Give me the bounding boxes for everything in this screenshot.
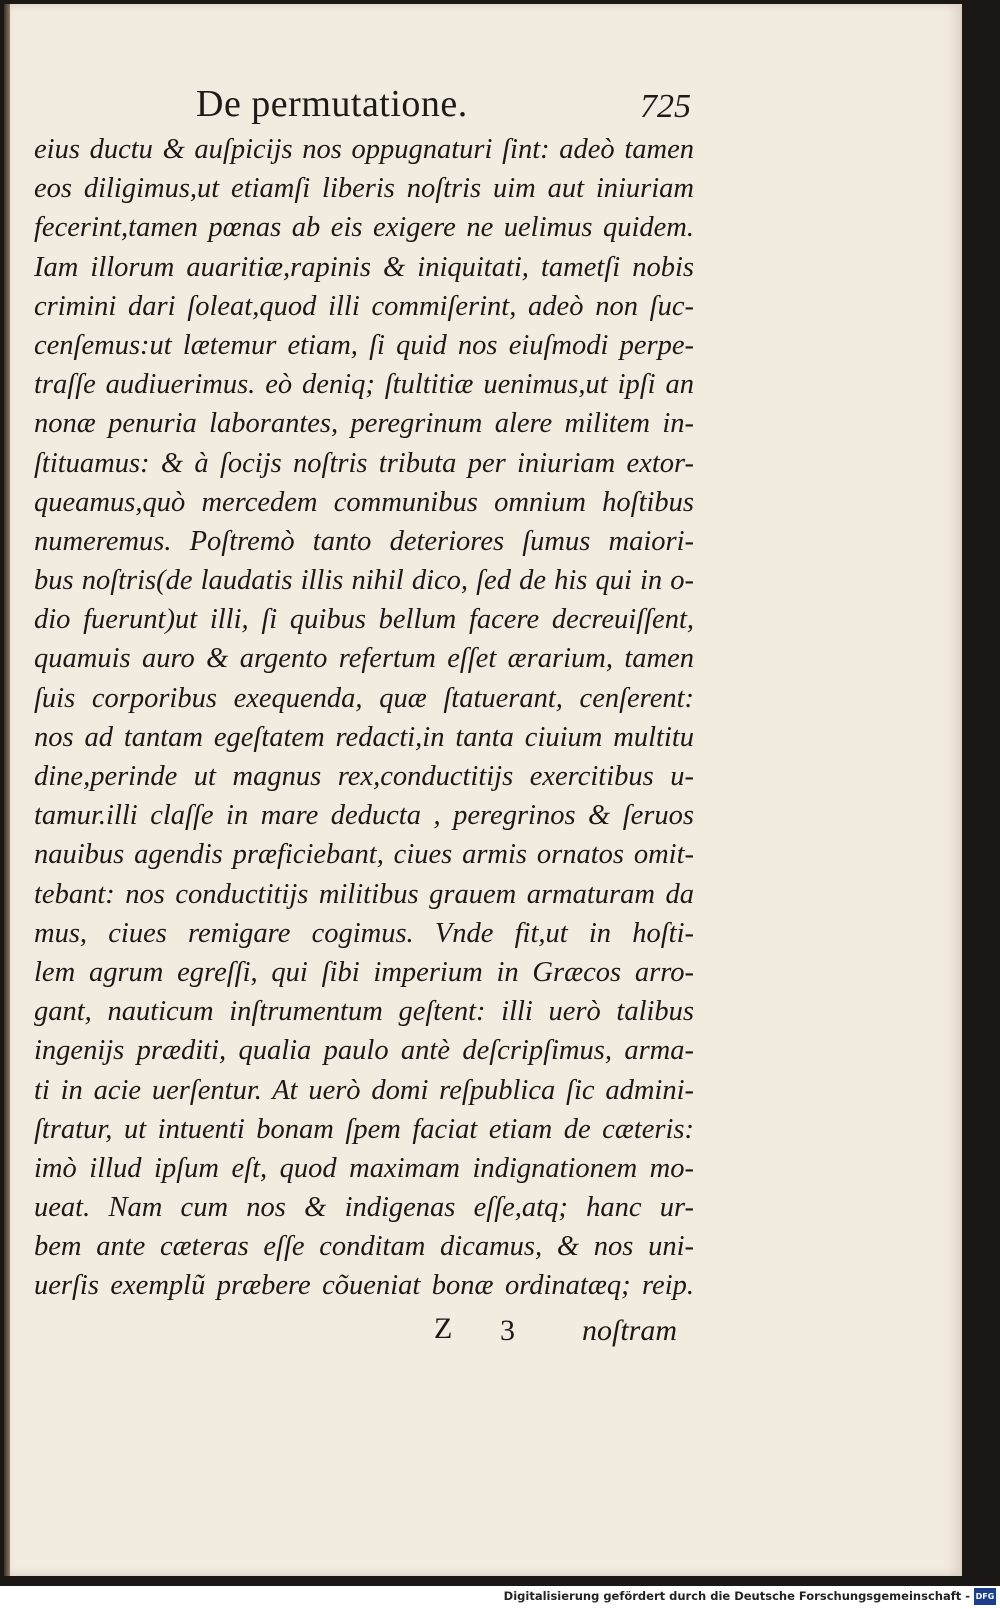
text-line: mus, ciues remigare cogimus. Vnde fit,ut in hoſti- [34,917,694,949]
text-line: eius ductu & auſpicijs nos oppugnaturi ſint: adeò tamen [34,134,694,165]
text-line: ſtituamus: & à ſocijs noſtris tributa per iniuriam extor- [34,447,694,479]
digitization-credit-bar [0,1586,1000,1609]
catchword: noſtram [582,1314,678,1347]
signature-number: 3 [500,1314,515,1347]
text-line: ſuis corporibus exequenda, quæ ſtatuerant, cenſerent: [34,682,694,714]
text-line: ti in acie uerſentur. At uerò domi reſpublica ſic admini- [34,1074,694,1106]
credit-text: Digitalisierung gefördert durch die Deutsche Forschungsgemeinschaft - [503,1589,970,1603]
text-line: fecerint,tamen pœnas ab eis exigere ne uelimus quidem. [34,212,694,244]
page-footer [4,1310,960,1354]
text-line: cenſemus:ut lætemur etiam, ſi quid nos eiuſmodi perpe- [34,329,694,361]
dfg-logo: DFG [974,1588,996,1605]
text-line: uerſis exemplũ præbere cõueniat bonæ ordinatæq; reip. [34,1270,694,1302]
text-line: imò illud ipſum eſt, quod maximam indignationem mo- [34,1152,694,1184]
text-line: quamuis auro & argento refertum eſſet ærarium, tamen [34,643,694,675]
running-head [4,72,960,132]
body-text [34,130,694,1306]
text-line: nonæ penuria laborantes, peregrinum alere militem in- [34,408,694,440]
text-line: bem ante cæteras eſſe conditam dicamus, & nos uni- [34,1231,694,1263]
text-line: eos diligimus,ut etiamſi liberis noſtris uim aut iniuriam [34,173,694,205]
text-line: dine,perinde ut magnus rex,conductitijs exercitibus u- [34,761,694,792]
text-line: queamus,quò mercedem communibus omnium hoſtibus [34,486,694,518]
page-title: De permutatione. [196,83,468,125]
text-line: dio fuerunt)ut illi, ſi quibus bellum facere decreuiſſent, [34,604,694,636]
text-line: numeremus. Poſtremò tanto deteriores ſumus maiori- [34,525,694,557]
text-line: ſtratur, ut intuenti bonam ſpem faciat etiam de cæteris: [34,1113,694,1145]
text-line: ueat. Nam cum nos & indigenas eſſe,atq; hanc ur- [34,1192,694,1224]
text-line: Iam illorum auaritiæ,rapinis & iniquitati, tametſi nobis [34,251,694,283]
text-line: crimini dari ſoleat,quod illi commiſerint, adeò non ſuc- [34,290,694,322]
text-line: nos ad tantam egeſtatem redacti,in tanta ciuium multitu [34,721,694,753]
text-line: nauibus agendis præficiebant, ciues armis ornatos omit- [34,839,694,871]
text-line: traſſe audiuerimus. eò deniq; ſtultitiæ uenimus,ut ipſi an [34,369,694,401]
signature-mark: Z [434,1312,453,1345]
text-line: bus noſtris(de laudatis illis nihil dico, ſed de his qui in o- [34,565,694,597]
text-line: gant, nauticum inſtrumentum geſtent: illi uerò talibus [34,996,694,1028]
book-page [4,4,962,1576]
text-line: tamur.illi claſſe in mare deducta , peregrinos & ſeruos [34,800,694,832]
text-line: lem agrum egreſſi, qui ſibi imperium in Græcos arro- [34,956,694,988]
page-number: 725 [640,88,691,125]
text-line: tebant: nos conductitijs militibus grauem armaturam da [34,878,694,910]
text-line: ingenijs præditi, qualia paulo antè deſcripſimus, arma- [34,1035,694,1067]
